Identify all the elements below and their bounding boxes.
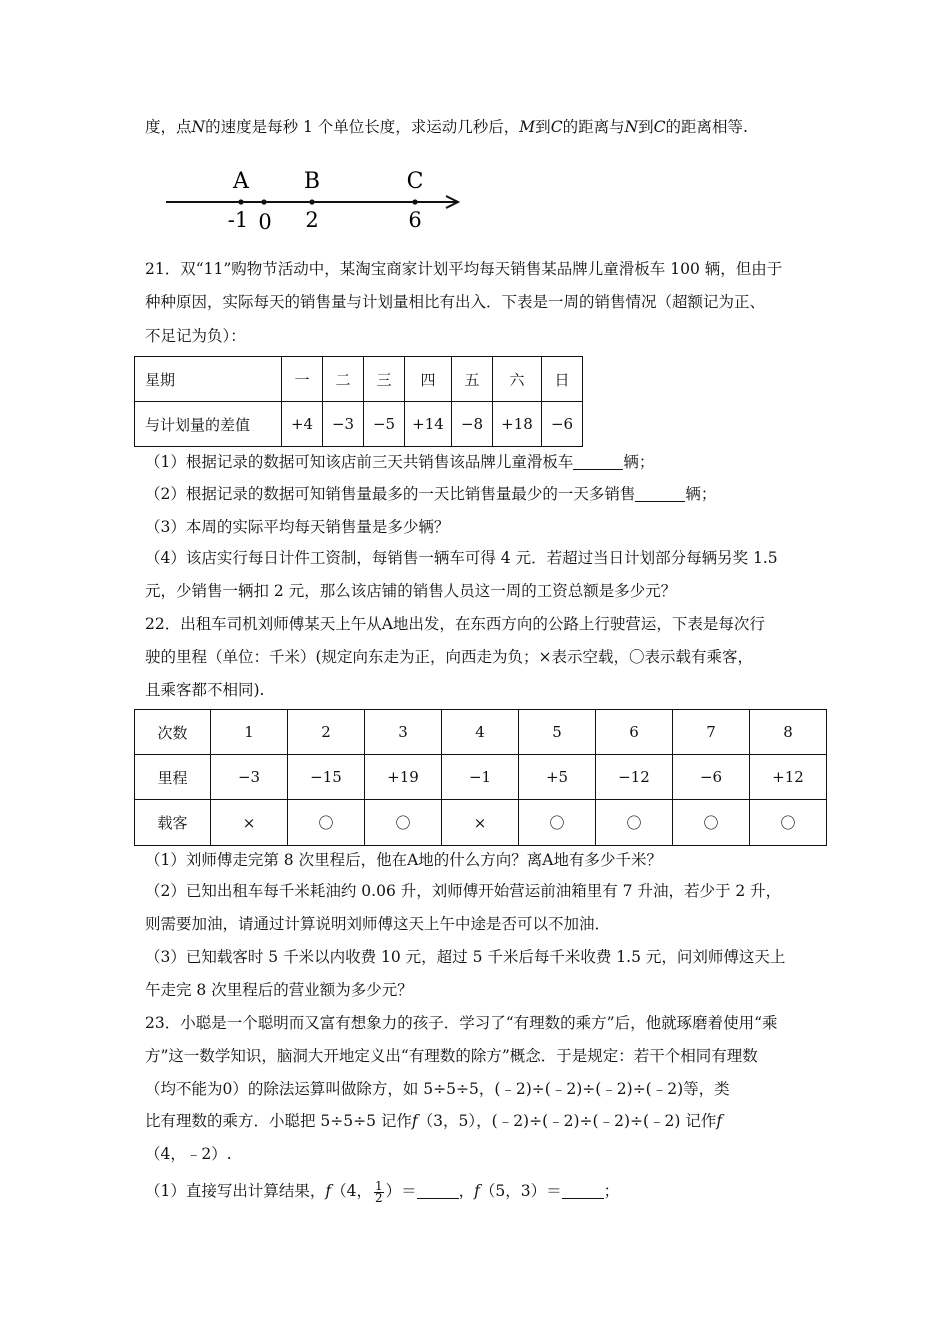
var-n: N [624, 118, 639, 136]
table-cell: −8 [452, 402, 493, 447]
fraction-one-half [374, 1178, 384, 1205]
intro-text: 到 [638, 118, 654, 136]
table-cell: +4 [282, 402, 323, 447]
table-cell: 三 [364, 357, 405, 402]
q21-sub1-text: （1）根据记录的数据可知该店前三天共销售该品牌儿童滑板车 [145, 453, 574, 471]
q22-line1: 22．出租车司机刘师傅某天上午从A地出发，在东西方向的公路上行驶营运，下表是每次行 [145, 615, 765, 633]
q22-sub3-line1: （3）已知载客时 5 千米以内收费 10 元，超过 5 千米后每千米收费 1.5 元，问刘师傅这天上 [145, 948, 786, 966]
q22-sub1: （1）刘师傅走完第 8 次里程后，他在A地的什么方向？离A地有多少千米？ [145, 851, 662, 869]
table-cell: −3 [323, 402, 364, 447]
q21-sub2 [145, 483, 716, 505]
q23-line2: 方”这一数学知识，脑洞大开地定义出“有理数的除方”概念．于是规定：若干个相同有理数 [145, 1047, 758, 1065]
table-cell: −3 [211, 755, 288, 800]
table-cell: 2 [288, 710, 365, 755]
q23-sub1-text: （5，3）＝ [479, 1182, 562, 1200]
q21-sales-table [134, 356, 583, 447]
var-c: C [550, 118, 563, 136]
func-f: f [325, 1182, 332, 1200]
table-row [135, 800, 827, 846]
table-cell: 六 [493, 357, 542, 402]
table-cell: +19 [365, 755, 442, 800]
table-cell: −12 [596, 755, 673, 800]
table-cell: 二 [323, 357, 364, 402]
point-b-letter: B [303, 169, 321, 194]
table-cell: +18 [493, 402, 542, 447]
table-cell: 6 [596, 710, 673, 755]
fraction-denominator: 2 [375, 1190, 383, 1205]
q23-sub1-text: ； [603, 1182, 620, 1200]
intro-text: 的速度是每秒 1 个单位长度，求运动几秒后， [205, 118, 520, 136]
q21-line1: 21．双“11”购物节活动中，某淘宝商家计划平均每天销售某品牌儿童滑板车 100 辆，但由于 [145, 260, 783, 278]
q21-line2: 种种原因，实际每天的销售量与计划量相比有出入．下表是一周的销售情况（超额记为正、 [145, 293, 766, 311]
q23-line4 [145, 1110, 722, 1132]
table-cell: 〇 [750, 800, 827, 846]
table-cell: 7 [673, 710, 750, 755]
answer-blank[interactable] [635, 485, 685, 502]
table-cell: −6 [542, 402, 583, 447]
q21-sub4-line2: 元，少销售一辆扣 2 元，那么该店铺的销售人员这一周的工资总额是多少元？ [145, 582, 677, 600]
answer-blank[interactable] [562, 1182, 604, 1199]
q21-sub4-line1: （4）该店实行每日计件工资制，每销售一辆车可得 4 元．若超过当日计划部分每辆另奖 1.5 [145, 549, 778, 567]
table-header-cell: 星期 [135, 357, 282, 402]
intro-text: 的距离相等. [665, 118, 748, 136]
table-cell: 〇 [596, 800, 673, 846]
table-cell: 四 [405, 357, 452, 402]
q22-line3: 且乘客都不相同). [145, 681, 265, 699]
fraction-numerator: 1 [375, 1178, 383, 1193]
table-cell: −1 [442, 755, 519, 800]
q23-line5: （4，﹣2）. [145, 1145, 232, 1163]
table-header-cell: 载客 [135, 800, 211, 846]
table-cell: 8 [750, 710, 827, 755]
q23-sub1-text: ， [458, 1182, 475, 1200]
q23-line4-text: 比有理数的乘方．小聪把 5÷5÷5 记作 [145, 1112, 412, 1130]
table-cell: 1 [211, 710, 288, 755]
table-cell: × [442, 800, 519, 846]
table-cell: 〇 [673, 800, 750, 846]
intro-text: 到 [535, 118, 551, 136]
table-cell: 4 [442, 710, 519, 755]
q23-line3: （均不能为0）的除法运算叫做除方，如 5÷5÷5，(﹣2)÷(﹣2)÷(﹣2)÷(﹣2)等，类 [145, 1080, 730, 1098]
point-c-dot [412, 199, 417, 204]
table-cell: +5 [519, 755, 596, 800]
q22-sub2-line2: 则需要加油，请通过计算说明刘师傅这天上午中途是否可以不加油． [145, 915, 611, 933]
q22-mileage-table [134, 709, 827, 846]
table-row [135, 357, 583, 402]
q21-sub2-unit: 辆； [685, 485, 717, 503]
var-m: M [519, 118, 536, 136]
q22-line2: 驶的里程（单位：千米）(规定向东走为正，向西走为负；×表示空载，〇表示载有乘客， [145, 648, 754, 666]
table-cell: 〇 [519, 800, 596, 846]
table-cell: 3 [365, 710, 442, 755]
intro-line [145, 116, 748, 138]
table-cell: 〇 [288, 800, 365, 846]
table-row [135, 755, 827, 800]
table-cell: +12 [750, 755, 827, 800]
point-b-dot [309, 199, 314, 204]
table-row [135, 402, 583, 447]
table-cell: −15 [288, 755, 365, 800]
func-f: f [411, 1112, 418, 1130]
point-zero-value: 0 [258, 210, 272, 234]
table-row [135, 710, 827, 755]
func-f: f [716, 1112, 723, 1130]
point-a-dot [238, 199, 243, 204]
table-cell: 一 [282, 357, 323, 402]
q21-sub1 [145, 451, 654, 473]
table-cell: 〇 [365, 800, 442, 846]
point-c-letter: C [406, 169, 424, 194]
table-header-cell: 里程 [135, 755, 211, 800]
answer-blank[interactable] [417, 1182, 459, 1199]
q23-sub1 [145, 1180, 619, 1204]
point-a-value: -1 [227, 208, 249, 232]
q23-line4-text: （3，5），(﹣2)÷(﹣2)÷(﹣2)÷(﹣2) 记作 [417, 1112, 717, 1130]
table-cell: 日 [542, 357, 583, 402]
point-a-letter: A [233, 169, 249, 194]
q22-sub2-line1: （2）已知出租车每千米耗油约 0.06 升，刘师傅开始营运前油箱里有 7 升油，若少于 2 升， [145, 882, 782, 900]
q23-sub1-text: ）＝ [385, 1182, 417, 1200]
answer-blank[interactable] [573, 453, 623, 470]
func-f: f [474, 1182, 480, 1200]
table-header-cell: 次数 [135, 710, 211, 755]
q23-sub1-text: （4， [331, 1182, 372, 1200]
table-cell: 5 [519, 710, 596, 755]
q22-sub3-line2: 午走完 8 次里程后的营业额为多少元？ [145, 981, 413, 999]
table-header-cell: 与计划量的差值 [135, 402, 282, 447]
q23-sub1-text: （1）直接写出计算结果， [145, 1182, 326, 1200]
point-b-value: 2 [305, 208, 319, 232]
point-c-value: 6 [408, 208, 422, 232]
q21-sub2-text: （2）根据记录的数据可知销售量最多的一天比销售量最少的一天多销售 [145, 485, 636, 503]
q23-line1: 23．小聪是一个聪明而又富有想象力的孩子．学习了“有理数的乘方”后，他就琢磨着使用“乘 [145, 1014, 778, 1032]
number-line-figure [160, 165, 470, 235]
table-cell: +14 [405, 402, 452, 447]
q21-sub3: （3）本周的实际平均每天销售量是多少辆？ [145, 518, 450, 536]
point-zero-dot [261, 199, 266, 204]
q21-line3: 不足记为负）： [145, 327, 246, 345]
table-cell: × [211, 800, 288, 846]
table-cell: 五 [452, 357, 493, 402]
intro-text: 度，点 [145, 118, 192, 136]
var-n: N [191, 118, 206, 136]
var-c: C [653, 118, 666, 136]
table-cell: −5 [364, 402, 405, 447]
table-cell: −6 [673, 755, 750, 800]
intro-text: 的距离与 [562, 118, 625, 136]
q21-sub1-unit: 辆； [623, 453, 655, 471]
